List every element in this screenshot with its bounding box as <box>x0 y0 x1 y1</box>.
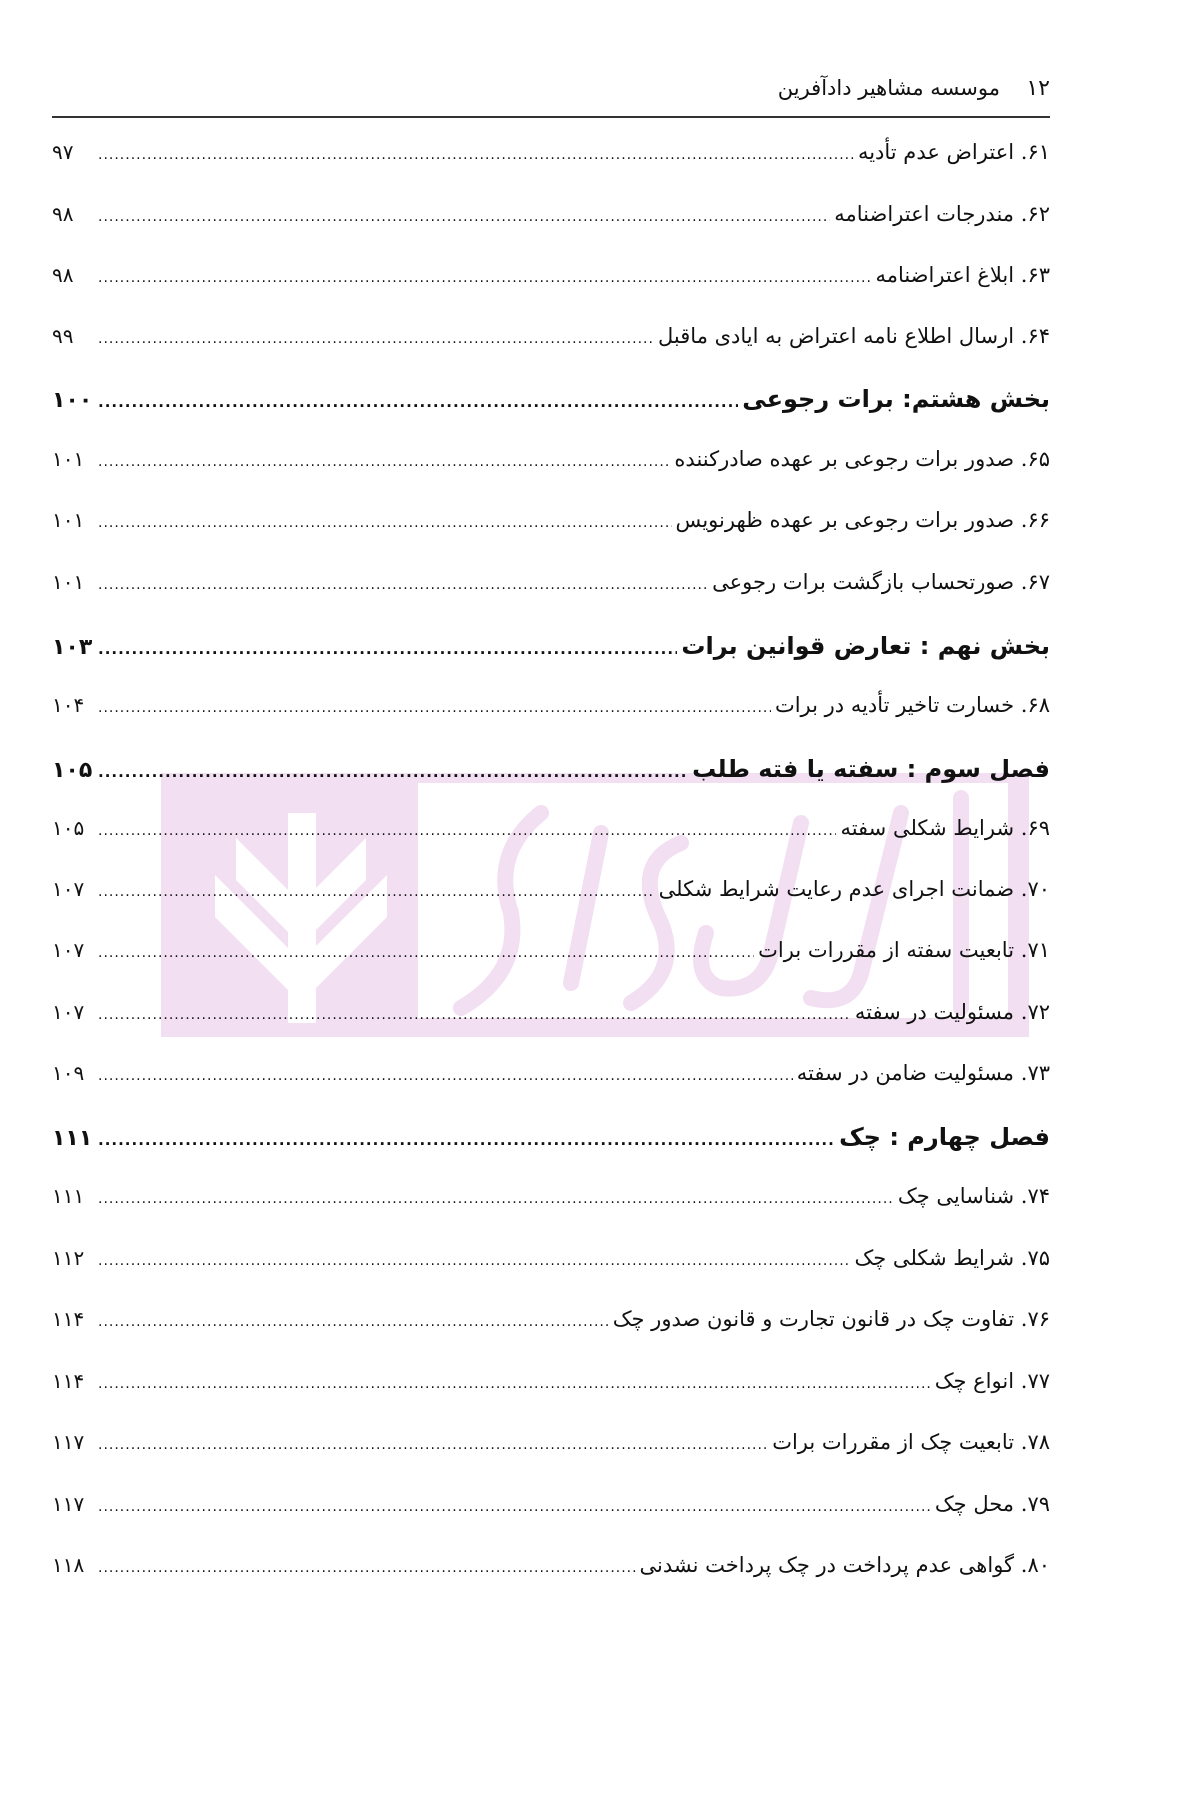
dot-leader <box>98 1437 768 1453</box>
toc-entry[interactable] <box>52 508 1050 548</box>
toc-page-number: ۱۱۴ <box>52 1369 85 1393</box>
toc-entry-number: ۷۳. <box>1020 1061 1050 1085</box>
toc-entry-number: ۶۵. <box>1020 447 1050 471</box>
toc-entry-title <box>856 140 1050 164</box>
toc-entry-text: ارسال اطلاع نامه اعتراض به ایادی ماقبل <box>658 324 1015 348</box>
toc-page-number: ۱۰۳ <box>52 635 93 660</box>
toc-entry-title <box>672 447 1050 471</box>
toc-page-number: ۹۷ <box>52 140 74 164</box>
toc-page-number: ۱۰۹ <box>52 1061 85 1085</box>
toc-entry-title <box>611 1307 1050 1331</box>
toc-entry-text: ابلاغ اعتراضنامه <box>875 263 1015 287</box>
toc-entry-number: ۶۷. <box>1020 570 1050 594</box>
dot-leader <box>98 577 708 593</box>
toc-entry[interactable] <box>52 1430 1050 1470</box>
toc-entry-title <box>852 1246 1050 1270</box>
toc-entry-title <box>795 1061 1050 1085</box>
toc-entry[interactable] <box>52 263 1050 303</box>
toc-entry-number: ۷۸. <box>1020 1430 1050 1454</box>
page-number: ۱۲ <box>1026 76 1050 101</box>
toc-entry-number: ۶۶. <box>1020 508 1050 532</box>
dot-leader <box>98 1253 850 1269</box>
toc-entry-title <box>832 202 1050 226</box>
toc-page-number: ۱۰۱ <box>52 508 85 532</box>
toc-entry-number: ۶۱. <box>1020 140 1050 164</box>
toc-entry[interactable] <box>52 447 1050 487</box>
toc-entry-number: ۶۴. <box>1020 324 1050 348</box>
toc-entry-title: بخش هشتم: برات رجوعی <box>742 385 1050 413</box>
dot-leader <box>98 823 836 839</box>
dot-leader <box>98 270 871 286</box>
toc-entry-text: مسئولیت در سفته <box>854 1000 1015 1024</box>
toc-page-number: ۱۱۱ <box>52 1126 93 1151</box>
toc-entry-text: خسارت تاخیر تأدیه در برات <box>774 693 1015 717</box>
toc-entry[interactable] <box>52 570 1050 610</box>
toc-entry[interactable] <box>52 1553 1050 1593</box>
toc-entry-text: مندرجات اعتراضنامه <box>834 202 1015 226</box>
toc-page-number: ۱۱۷ <box>52 1492 85 1516</box>
toc-entry-title: فصل چهارم : چک <box>839 1123 1050 1151</box>
toc-entry-number: ۶۹. <box>1020 816 1050 840</box>
toc-entry-text: ضمانت اجرای عدم رعایت شرایط شکلی <box>658 877 1015 901</box>
toc-entry[interactable] <box>52 202 1050 242</box>
toc-entry-number: ۷۷. <box>1020 1369 1050 1393</box>
toc-entry[interactable] <box>52 1246 1050 1286</box>
toc-page-number: ۱۰۱ <box>52 570 85 594</box>
toc-entry[interactable] <box>52 938 1050 978</box>
toc-page-number: ۱۰۱ <box>52 447 85 471</box>
toc-entry-title <box>657 877 1050 901</box>
toc-entry-title <box>933 1369 1050 1393</box>
toc-page-number: ۱۰۵ <box>52 758 93 783</box>
toc-entry[interactable] <box>52 1369 1050 1409</box>
toc-entry-title <box>674 508 1050 532</box>
toc-entry-text: شناسایی چک <box>897 1184 1015 1208</box>
toc-entry-title <box>873 263 1050 287</box>
toc-entry[interactable] <box>52 1492 1050 1532</box>
toc-entry[interactable] <box>52 1000 1050 1040</box>
toc-entry-title: فصل سوم : سفته یا فته طلب <box>692 755 1050 783</box>
dot-leader <box>98 147 854 163</box>
dot-leader <box>98 1499 931 1515</box>
toc-entry-text: انواع چک <box>934 1369 1015 1393</box>
toc-entry-text: شرایط شکلی سفته <box>840 816 1015 840</box>
dot-leader <box>98 700 771 716</box>
toc-entry-number: ۶۸. <box>1020 693 1050 717</box>
toc-entry-number: ۷۱. <box>1020 938 1050 962</box>
toc-entry-text: مسئولیت ضامن در سفته <box>796 1061 1015 1085</box>
toc-page-number: ۱۰۰ <box>52 388 93 413</box>
toc-entry-title <box>933 1492 1050 1516</box>
toc-entry[interactable] <box>52 1061 1050 1101</box>
dot-leader <box>98 454 670 470</box>
toc-section-heading[interactable] <box>52 632 1050 672</box>
toc-entry[interactable] <box>52 140 1050 180</box>
toc-entry-text: تابعیت سفته از مقررات برات <box>758 938 1015 962</box>
toc-entry-title <box>710 570 1050 594</box>
dot-leader <box>98 1131 835 1149</box>
toc-entry-number: ۷۴. <box>1020 1184 1050 1208</box>
toc-entry-title <box>638 1553 1050 1577</box>
dot-leader <box>98 640 677 658</box>
publisher-name: موسسه مشاهیر دادآفرین <box>777 76 1000 100</box>
toc-section-heading[interactable] <box>52 1123 1050 1163</box>
toc-entry-number: ۸۰. <box>1020 1553 1050 1577</box>
toc-page-number: ۹۸ <box>52 202 74 226</box>
dot-leader <box>98 1560 636 1576</box>
toc-entry-text: شرایط شکلی چک <box>854 1246 1015 1270</box>
toc-page-number: ۱۱۷ <box>52 1430 85 1454</box>
toc-page-number: ۱۰۴ <box>52 693 85 717</box>
toc-entry-title <box>773 693 1050 717</box>
dot-leader <box>98 393 738 411</box>
dot-leader <box>98 331 654 347</box>
toc-page-number: ۹۹ <box>52 324 74 348</box>
toc-entry-title <box>770 1430 1050 1454</box>
toc-page-number: ۱۱۲ <box>52 1246 85 1270</box>
toc-page-number: ۱۰۷ <box>52 877 85 901</box>
toc-entry[interactable] <box>52 693 1050 733</box>
dot-leader <box>98 1191 894 1207</box>
toc-entry-title <box>896 1184 1050 1208</box>
toc-page-number: ۱۰۵ <box>52 816 85 840</box>
dot-leader <box>98 1314 609 1330</box>
toc-entry-number: ۶۳. <box>1020 263 1050 287</box>
toc-entry-text: صدور برات رجوعی بر عهده ظهرنویس <box>675 508 1015 532</box>
toc-entry-number: ۷۹. <box>1020 1492 1050 1516</box>
dot-leader <box>98 1007 851 1023</box>
dot-leader <box>98 884 655 900</box>
dot-leader <box>98 209 830 225</box>
toc-entry[interactable] <box>52 324 1050 364</box>
toc-entry[interactable] <box>52 1307 1050 1347</box>
toc-page-number: ۱۰۷ <box>52 1000 85 1024</box>
running-header <box>52 72 1050 118</box>
dot-leader <box>98 945 754 961</box>
toc-entry-number: ۷۵. <box>1020 1246 1050 1270</box>
dot-leader <box>98 763 688 781</box>
toc-entry-number: ۷۰. <box>1020 877 1050 901</box>
toc-section-heading[interactable] <box>52 385 1050 425</box>
toc-entry-number: ۶۲. <box>1020 202 1050 226</box>
toc-page-number: ۱۰۷ <box>52 938 85 962</box>
toc-entry-title <box>756 938 1050 962</box>
toc-entry-text: تفاوت چک در قانون تجارت و قانون صدور چک <box>612 1307 1015 1331</box>
toc-entry[interactable] <box>52 1184 1050 1224</box>
dot-leader <box>98 1376 931 1392</box>
toc-entry-number: ۷۲. <box>1020 1000 1050 1024</box>
toc-page-number: ۱۱۴ <box>52 1307 85 1331</box>
toc-entry[interactable] <box>52 877 1050 917</box>
toc-page-number: ۱۱۱ <box>52 1184 85 1208</box>
toc-entry-text: تابعیت چک از مقررات برات <box>772 1430 1015 1454</box>
toc-entry-text: محل چک <box>934 1492 1015 1516</box>
toc-entry-number: ۷۶. <box>1020 1307 1050 1331</box>
toc-entry-title: بخش نهم : تعارض قوانین برات <box>681 632 1050 660</box>
dot-leader <box>98 1068 793 1084</box>
toc-entry-title <box>656 324 1050 348</box>
toc-page-number: ۱۱۸ <box>52 1553 85 1577</box>
toc-page-number: ۹۸ <box>52 263 74 287</box>
toc-entry-text: اعتراض عدم تأدیه <box>857 140 1015 164</box>
toc-entry-title <box>853 1000 1050 1024</box>
toc-entry-text: صورتحساب بازگشت برات رجوعی <box>712 570 1015 594</box>
dot-leader <box>98 515 672 531</box>
toc-entry[interactable] <box>52 816 1050 856</box>
toc-entry-text: گواهی عدم پرداخت در چک پرداخت نشدنی <box>639 1553 1015 1577</box>
toc-section-heading[interactable] <box>52 755 1050 795</box>
toc-entry-text: صدور برات رجوعی بر عهده صادرکننده <box>674 447 1015 471</box>
toc-entry-title <box>838 816 1050 840</box>
